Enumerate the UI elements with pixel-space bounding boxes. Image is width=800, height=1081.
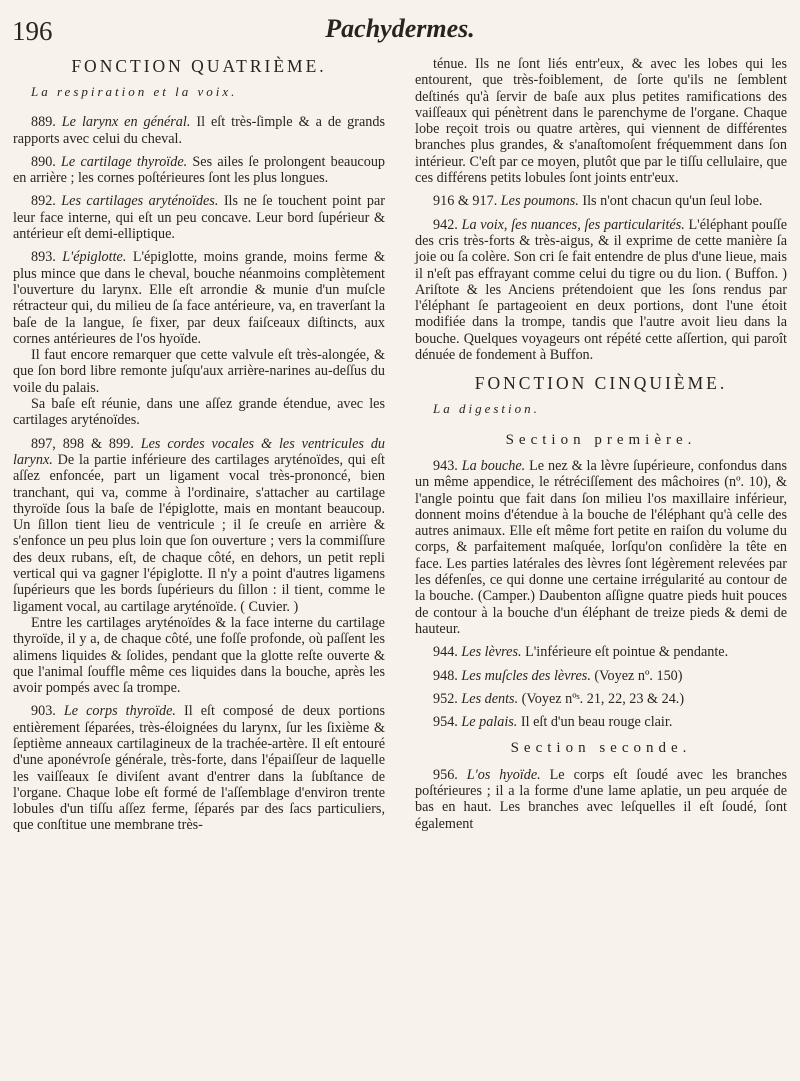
paragraph-number: 948.	[433, 667, 458, 684]
right-paragraphs-c	[415, 767, 787, 832]
paragraph-number: 942.	[433, 216, 458, 233]
paragraph-text: L'inférieure eſt pointue & pendante.	[521, 644, 729, 661]
paragraph	[13, 396, 385, 429]
paragraph-text: L'épiglotte, moins grande, moins ferme & plus mince que dans le cheval, bouche néanmoins complètement l'ouverture du larynx. Elle eſt arrondie & munie d'un muſcle rétracteur qui, du milieu de ſa face antérieure, va, en traverſant la baſe de la langue, ſe fixer, par deux faiſceaux diſtincts, aux cornes antérieures de l'os hyoïde.	[13, 249, 386, 347]
paragraph-text: Entre les cartilages aryténoïdes & la face interne du cartilage thyroïde, il y a, de chaque côté, une foſſe profonde, où paſſent les alimens liquides & ſolides, pendant que la glotte reſte ouverte & que l'animal ſouffle même ces liquides dans la bouche, après les avoir pompés avec ſa trompe.	[13, 614, 385, 697]
left-paragraphs	[13, 114, 385, 833]
paragraph-title: Les muſcles des lèvres.	[461, 667, 591, 684]
paragraph	[13, 347, 385, 396]
paragraph-title: Le larynx en général.	[61, 114, 191, 131]
paragraph-number: 897, 898 & 899.	[31, 435, 134, 452]
section-label: Section première.	[505, 431, 697, 448]
paragraph-text: De la partie inférieure des cartilages aryténoïdes, qui eſt aſſez enfoncée, part un ligament vocal très-prononcé, bien tranchant, qui va, comme à l'ordinaire, s'attacher au cartilage thyroïde ſous la baſe de l'épiglotte, mais en montant beaucoup. Un ſillon tient lieu de ventricule ; il ſe creuſe en arrière & s'enfonce un peu plus loin que ſon ouverture ; vers la commiſſure des deux rubans, eſt, de chaque côté, en dehors, un petit repli vertical qui va gagner l'épiglotte. Il n'y a point d'autres ligamens ſupérieurs que les bords ſupérieurs du ſillon : il tient, comme le ligament vocal, au cartilage aryténoïde. ( Cuvier. )	[13, 451, 385, 615]
paragraph-text: Ses ailes ſe prolongent beaucoup en arrière ; les cornes poſtérieures ſont les plus longues.	[13, 153, 386, 187]
paragraph-text: Ils n'ont chacun qu'un ſeul lobe.	[578, 193, 763, 210]
paragraph-number: 952.	[433, 690, 458, 707]
paragraph	[13, 436, 385, 615]
paragraph-title: Les cartilages aryténoïdes.	[61, 193, 219, 210]
left-column	[13, 56, 385, 834]
paragraph-text: Le nez & la lèvre ſupérieure, confondus dans un même appendice, le rétréciſſement des mâchoires (nº. 10), & l'angle pointu que fait dans ſon milieu l'os maxillaire inférieur, donnent moins d'étendue à la bouche de l'éléphant qu'à celle des autres animaux. Elle eſt même fort petite en raiſon du volume du corps, & parfaitement maſquée, lorſqu'on conſidère la tête en face. Les parties latérales des lèvres ſont légèrement relevées par les défenſes, ce qui donne une certaine irrégularité au contour de la bouche. (Camper.) Daubenton aſſigne quatre pieds huit pouces de contour à la bouche d'un éléphant de treize pieds & demi de hauteur.	[415, 457, 787, 637]
paragraph-number: 893.	[31, 249, 56, 266]
paragraph	[13, 154, 385, 187]
paragraph-title: Les lèvres.	[461, 644, 522, 661]
paragraph-text: (Voyez nº. 150)	[590, 667, 683, 684]
paragraph	[13, 615, 385, 696]
paragraph-number: 892.	[31, 193, 56, 210]
paragraph-text: Le corps eſt ſoudé avec les branches poſtérieures ; il a la forme d'une lame aplatie, un peu arquée de bas en haut. Les branches avec leſquelles il eſt ſoudé, ſont également	[415, 766, 787, 832]
paragraph-title: La voix, ſes nuances, ſes particularités.	[461, 216, 685, 233]
paragraph-number: 916 & 917.	[433, 193, 498, 210]
right-paragraphs-a	[415, 56, 787, 363]
paragraph-text: Sa baſe eſt réunie, dans une aſſez grande étendue, avec les cartilages aryténoïdes.	[13, 396, 385, 429]
paragraph-title: Le cartilage thyroïde.	[61, 153, 188, 170]
paragraph-title: L'os hyoïde.	[466, 766, 541, 783]
paragraph-text: Il eſt d'un beau rouge clair.	[517, 714, 673, 731]
paragraph-number: 889.	[31, 114, 56, 131]
section-heading: FONCTION QUATRIÈME.	[71, 56, 327, 76]
paragraph	[415, 193, 787, 209]
section-heading: FONCTION CINQUIÈME.	[474, 373, 728, 394]
paragraph-title: Les poumons.	[500, 193, 579, 210]
section-label: Section seconde.	[510, 740, 692, 757]
paragraph-text: (Voyez nºˢ. 21, 22, 23 & 24.)	[518, 690, 685, 707]
paragraph-title: Les cordes vocales & les ventricules du larynx.	[13, 435, 386, 468]
paragraph-number: 944.	[433, 644, 458, 661]
paragraph-number: 956.	[433, 766, 458, 783]
paragraph	[415, 767, 787, 832]
paragraph	[13, 703, 385, 833]
paragraph-text: Il faut encore remarquer que cette valvule eſt très-alongée, & que ſon bord libre remonte juſqu'aux arrière-narines au-deſſus du voile du palais.	[13, 347, 385, 396]
paragraph-number: 903.	[31, 703, 56, 720]
paragraph	[415, 644, 787, 660]
paragraph-title: L'épiglotte.	[62, 249, 127, 266]
paragraph	[13, 249, 385, 347]
paragraph-number: 943.	[433, 457, 458, 474]
paragraph-title: Les dents.	[461, 690, 519, 707]
paragraph	[415, 217, 787, 364]
running-head	[0, 10, 800, 58]
page-number: 196	[12, 16, 53, 46]
paragraph-title: Le corps thyroïde.	[63, 703, 176, 720]
section-subheading: La respiration et la voix.	[31, 84, 238, 99]
paragraph	[415, 714, 787, 730]
paragraph	[13, 114, 385, 147]
right-paragraphs-b	[415, 458, 787, 730]
paragraph	[415, 668, 787, 684]
section-subheading: La digestion.	[433, 401, 540, 417]
paragraph-number: 890.	[31, 153, 56, 170]
paragraph-text: ténue. Ils ne ſont liés entr'eux, & avec les lobes qui les entourent, que très-foiblement, de ſorte qu'ils ne ſemblent deſtinés qu'à ſervir de baſe aux plus petites ramifications des vaiſſeaux qui pénètrent dans le parenchyme de l'organe. Chaque lobe reçoit trois ou quatre artères, qui viennent de différentes branches plus grandes, & s'anaſtomoſent fréquemment dans ſon intérieur. C'eſt par ce moyen, plutôt que par le tiſſu cellulaire, que ces différens petits lobules ſont joints entr'eux.	[415, 56, 787, 187]
running-title: Pachydermes.	[325, 14, 475, 43]
paragraph-text: Il eſt très-ſimple & a de grands rapports avec celui du cheval.	[13, 114, 386, 147]
paragraph-title: Le palais.	[461, 714, 518, 731]
right-column	[415, 56, 787, 832]
paragraph-text: Il eſt composé de deux portions entièrement ſéparées, très-éloignées du larynx, ſur les ſixième & ſeptième anneaux cartilagineux de la trachée-artère. Il eſt entouré d'une aponévroſe générale, très-forte, dans l'épaiſſeur de laquelle les vaiſſeaux ſe diviſent avant d'entrer dans la ſubſtance de l'organe. Chaque lobe eſt formé de l'aſſemblage d'environ trente lobules d'un tiſſu aſſez ferme, ſéparés par des ſacs particuliers, que conſtitue une membrane très-	[13, 703, 385, 834]
paragraph	[415, 691, 787, 707]
paragraph-text: Ils ne ſe touchent point par leur face interne, qui eſt un peu concave. Leur bord ſupérieur & antérieur eſt demi-elliptique.	[13, 193, 386, 243]
paragraph	[415, 56, 787, 186]
paragraph	[415, 458, 787, 637]
paragraph-title: La bouche.	[461, 457, 526, 474]
paragraph-number: 954.	[433, 714, 458, 731]
paragraph	[13, 193, 385, 242]
paragraph-text: L'éléphant pouſſe des cris très-forts & très-aigus, & il exprime de cette manière ſa joie ou ſa colère. Son cri ſe fait entendre de plus d'une lieue, mais il n'eſt pas effrayant comme celui du tigre ou du lion. ( Buffon. ) Ariſtote & les Anciens prétendoient que les ſons rendus par l'éléphant ſe partageoient en deux portions, dont l'une étoit modifiée dans la trompe, tandis que l'autre avoit lieu dans la bouche. Quelques voyageurs ont répété cette aſſertion, qui paroît dénuée de fondement à Buffon.	[415, 216, 787, 364]
